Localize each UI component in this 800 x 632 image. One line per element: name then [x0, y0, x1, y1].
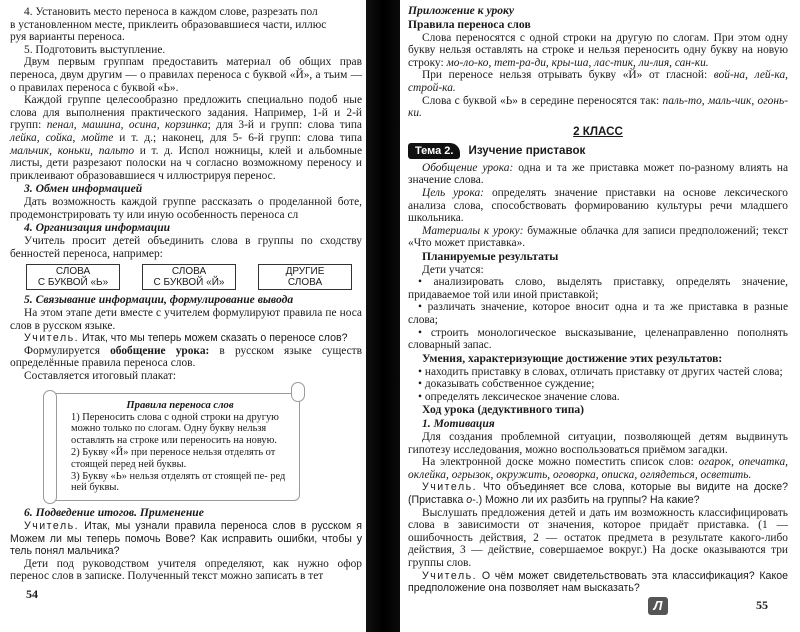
summary-prefix: Формулируется — [24, 344, 111, 357]
teacher-question-3 — [408, 481, 788, 506]
summary-text: одна и та же приставка может по-разному влиять на значение слова. — [408, 161, 788, 187]
rule-examples: вой-на, лей-ка, строй-ка. — [408, 69, 788, 94]
planned-results-heading: Планируемые результаты — [422, 249, 559, 263]
group-box-other — [258, 264, 352, 290]
left-page — [0, 0, 366, 602]
scroll-roll-left — [43, 390, 57, 505]
rule-3 — [408, 95, 788, 120]
bottom-row — [408, 597, 788, 615]
box-line: СЛОВА — [287, 277, 323, 289]
skill-item: • определять лексическое значение слова. — [408, 391, 788, 404]
section-5-text: На этом этапе дети вместе с учителем формулируют правила пе носа слов в русском языке. — [10, 307, 362, 332]
learn-item: • различать значение, которое вносит одна и та же приставка в разные слова; — [408, 301, 788, 326]
learn-item: • анализировать слово, выделять приставку, определять значение, придаваемое той или иной приставкой; — [408, 276, 788, 301]
materials-label: Материалы к уроку: — [422, 224, 524, 237]
lesson-summary — [408, 162, 788, 187]
rules-heading: Правила переноса слов — [408, 17, 531, 31]
left-page-column — [10, 0, 362, 602]
groups-paragraph: Двум первым группам предоставить материал об общих прав переноса, двум другим — о правилах переноса с буквой «Й», а тьим — о правилах переноса с буквой «Ь». — [10, 56, 362, 94]
intro-line-3: руя варианты переноса. — [10, 31, 125, 44]
board-paragraph — [408, 456, 788, 481]
teacher-label: Учитель. — [422, 481, 478, 494]
teacher-question-2 — [10, 520, 362, 558]
section-4-text: Учитель просит детей объединить слова в группы по сходству бенностей переноса, например: — [10, 235, 362, 260]
theme-badge: Тема 2. — [408, 143, 460, 159]
word-group-boxes — [26, 264, 362, 290]
skills-list — [408, 366, 788, 404]
section-6-heading: 6. Подведение итогов. Применение — [24, 506, 204, 520]
board-text: На электронной доске можно поместить список слов: — [422, 456, 699, 469]
publisher-logo-icon: Л — [648, 597, 668, 615]
rule-text: Слова переносятся с одной строки на другую по слогам. При этом одну букву нельзя оставлять на строке и нельзя переносить одну букву на новую строку: — [408, 31, 788, 69]
learn-list — [408, 276, 788, 352]
lesson-flow-heading: Ход урока (дедуктивного типа) — [422, 403, 585, 417]
box-line: СЛОВА — [171, 266, 207, 278]
poster-intro: Составляется итоговый плакат: — [24, 370, 177, 383]
skill-item: • доказывать собственное суждение; — [408, 378, 788, 391]
teacher-label: Учитель. — [24, 520, 80, 533]
task-words: мальчик, коньки, пальто — [10, 144, 135, 157]
task-words: лейка, сойка, мойте — [10, 131, 114, 144]
children-learn: Дети учатся: — [422, 263, 484, 276]
board-words: огарок, опечатка, оклейка, огрызок, окружить, оговорка, описка, оглядеться, осветить. — [408, 456, 788, 481]
intro-line-2: в установленном месте, приклеить образовавшиеся части, иллюс — [10, 18, 327, 31]
group-box-short-i — [142, 264, 236, 290]
lesson-materials — [408, 225, 788, 250]
rule-examples: мо-ло-ко, тет-ра-ди, кры-ша, лас-тик, ли-лия, сан-ки. — [446, 56, 709, 69]
prefix: о- — [466, 494, 476, 506]
appendix-heading: Приложение к уроку — [408, 4, 515, 17]
class-heading: 2 КЛАСС — [573, 124, 623, 138]
rule-examples: паль-то, маль-чик, огонь-ки. — [408, 94, 788, 120]
page-number-left: 54 — [26, 586, 38, 601]
teacher-speech: Что объединяет все слова, которые вы видите на доске? (Приставка — [408, 481, 788, 506]
poster-rule-1: 1) Переносить слова с одной строки на другую можно только по слогам. Одну букву нельзя оставлять на строке или переносить на новую. — [71, 411, 279, 447]
poster-scroll — [50, 393, 300, 502]
right-page-column — [408, 0, 788, 615]
poster-rule-3: 3) Букву «Ь» нельзя отделять от стоящей пе- ред ней буквы. — [71, 470, 286, 494]
rule-text: Слова с буквой «Ь» в середине переносятся так: — [422, 94, 663, 107]
lesson-goal — [408, 187, 788, 225]
goal-text: определять значение приставки на основе лексического анализа слова, способствовать формированию культуры речи младшего школьника. — [408, 186, 789, 225]
group-box-soft-sign — [26, 264, 120, 290]
motivation-text: Для создания проблемной ситуации, позволяющей детям выдвинуть гипотезу исследования, можно воспользоваться приёмом загадки. — [408, 431, 788, 456]
task-words: пенал, машина, осина, корзинка — [46, 119, 208, 132]
section-4-heading: 4. Организация информации — [24, 221, 171, 235]
skill-item: • находить приставку в словах, отличать приставку от других частей слова; — [408, 366, 788, 379]
task-text: Каждой группе целесообразно предложить специально подоб ные слова для выполнения практического задания. Например, 1-й и 2-й групп: — [10, 94, 362, 132]
summary-bold: обобщение урока: — [110, 344, 210, 357]
teacher-label: Учитель. — [24, 332, 80, 345]
intro-line-1: 4. Установить место переноса в каждом слове, разрезать пол — [24, 6, 318, 18]
box-line: С БУКВОЙ «Ь» — [37, 277, 109, 289]
skills-heading: Умения, характеризующие достижение этих результатов: — [422, 351, 723, 365]
theme-title: Изучение приставок — [468, 144, 586, 158]
teacher-speech: .) Можно ли их разбить на группы? На какие? — [475, 494, 700, 506]
scroll-roll-right — [291, 382, 305, 402]
rule-text: При переносе нельзя отрывать букву «Й» от гласной: — [422, 69, 714, 82]
teacher-question-4 — [408, 570, 788, 595]
box-line: С БУКВОЙ «Й» — [153, 277, 225, 289]
materials-text: бумажные облачка для записи предположений; текст «Что может приставка». — [408, 224, 789, 250]
learn-item: • строить монологическое высказывание, целенаправленно пополнять словарный запас. — [408, 327, 788, 352]
poster-title: Правила переноса слов — [126, 399, 234, 411]
teacher-speech: Итак, мы узнали правила переноса слов в русском я Можем ли мы теперь помочь Вове? Как исправить ошибки, чтобы у тель понял мальчика? — [10, 520, 362, 558]
summary-text: в русском языке существ определённые правила переноса слов. — [10, 344, 362, 370]
rule-1 — [408, 32, 788, 70]
section-5-heading: 5. Связывание информации, формулирование вывода — [24, 293, 294, 307]
task-text: и т. д.; наконец, для 5- 6-й групп: слова типа — [113, 131, 363, 144]
teacher-label: Учитель. — [422, 569, 478, 582]
rule-2 — [408, 69, 788, 94]
right-page — [400, 0, 800, 615]
section-3-text: Дать возможность каждой группе рассказать о проделанной боте, продемонстрировать ту или иную особенность переноса сл — [10, 196, 362, 221]
teacher-speech: О чём может свидетельствовать эта классификация? Какое предположение она позволяет нам высказать? — [408, 569, 788, 595]
motivation-heading: 1. Мотивация — [422, 417, 495, 431]
goal-label: Цель урока: — [422, 186, 484, 199]
task-text: и т. д. Испол ножницы, клей и альбомные листы, дети разрезают полоски на ч согласно возможному переносу и приклеивают образовавшиеся ч иллюстрируя перенос. — [10, 144, 363, 182]
theme-row — [408, 143, 788, 159]
section-3-heading: 3. Обмен информацией — [24, 182, 143, 196]
intro-line-4: 5. Подготовить выступление. — [24, 43, 166, 56]
classify-text: Выслушать предложения детей и дать им возможность классифицировать слова в зависимости от значения, которое придаёт приставка. (1 — ошибочность действия, 2 — остаток предмета в результате какого-либо действия, 3 — действие, совершаемое вокруг.) На доске оказываются три группы слов. — [408, 506, 788, 569]
poster-rule-2: 2) Букву «Й» при переносе нельзя отделять от стоящей перед ней буквы. — [71, 447, 276, 470]
task-text: ; для 3-й и групп: слова типа — [207, 119, 362, 132]
teacher-speech: Итак, что мы теперь можем сказать о переносе слов? — [79, 332, 348, 345]
box-line: СЛОВА — [55, 266, 91, 278]
page-number-right: 55 — [756, 598, 768, 613]
book-gutter-shadow — [366, 0, 400, 632]
summary-paragraph — [10, 345, 362, 370]
summary-label: Обобщение урока: — [422, 161, 514, 174]
final-text: Дети под руководством учителя определяют, как нужно офор перенос слов в записке. Полученный текст можно записать в тет — [10, 557, 362, 583]
task-paragraph — [10, 94, 362, 182]
box-line: ДРУГИЕ — [285, 266, 325, 278]
teacher-question-1 — [10, 332, 362, 345]
